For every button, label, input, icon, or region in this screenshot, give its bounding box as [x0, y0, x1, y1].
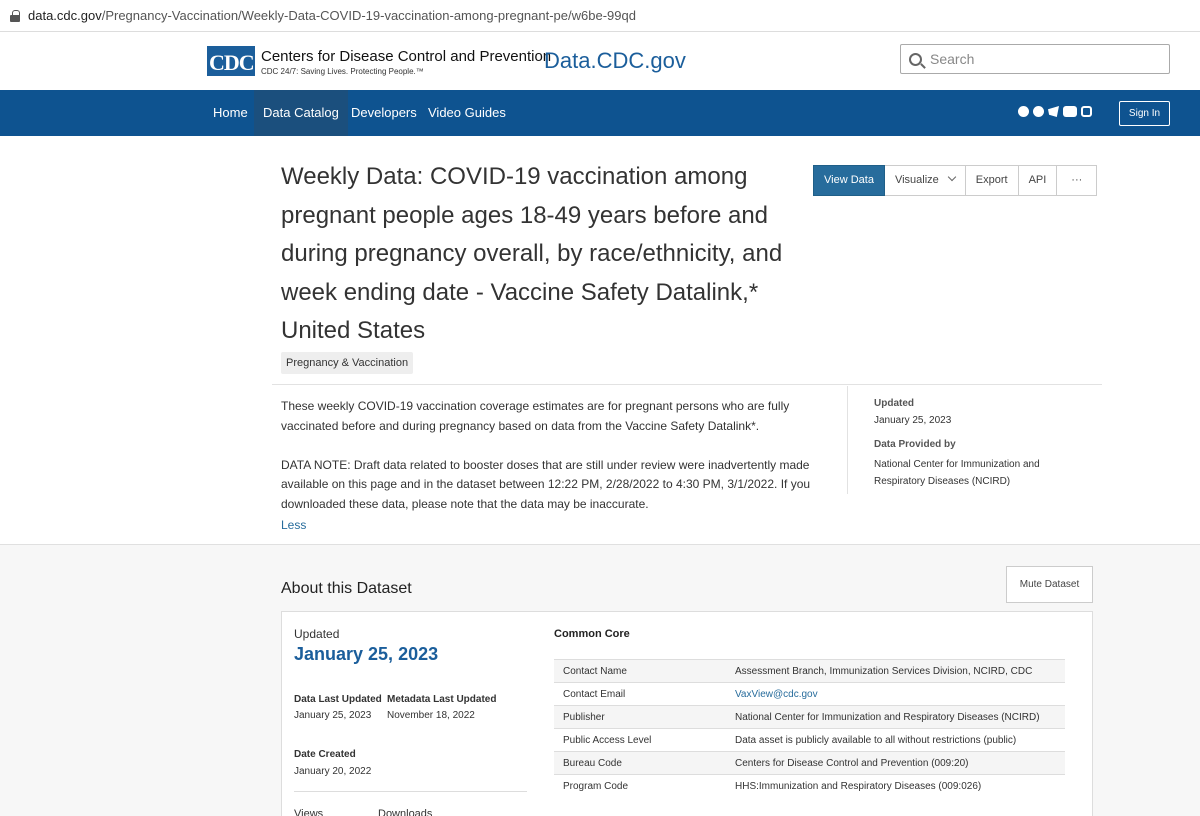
divider	[272, 384, 1102, 385]
lock-icon	[10, 10, 20, 22]
about-updated-value: January 25, 2023	[294, 644, 439, 664]
updated-label: Updated	[874, 398, 914, 409]
provided-by-value: National Center for Immunization and Respiratory Diseases (NCIRD)	[874, 459, 1040, 487]
sign-in-button[interactable]: Sign In	[1119, 101, 1170, 126]
browser-url-bar[interactable]	[0, 0, 1200, 32]
nav-data-catalog[interactable]: Data Catalog	[254, 90, 348, 136]
divider	[847, 386, 848, 494]
row-value: Data asset is publicly available to all without restrictions (public)	[726, 729, 1065, 752]
cdc-logo[interactable]: CDC	[207, 46, 255, 76]
row-value: HHS:Immunization and Respiratory Diseases (009:026)	[726, 775, 1065, 798]
mute-dataset-button[interactable]: Mute Dataset	[1006, 566, 1093, 603]
category-tag[interactable]: Pregnancy & Vaccination	[281, 352, 413, 374]
api-button[interactable]: API	[1019, 165, 1058, 196]
data-last-updated-label: Data Last Updated	[294, 694, 382, 705]
site-header	[0, 32, 1200, 90]
row-key: Contact Name	[554, 660, 726, 683]
row-key: Bureau Code	[554, 752, 726, 775]
about-card	[281, 611, 1093, 816]
contact-email-link[interactable]: VaxView@cdc.gov	[735, 688, 818, 700]
search-box[interactable]	[900, 44, 1170, 74]
visualize-label: Visualize	[894, 174, 939, 186]
row-value: Assessment Branch, Immunization Services Division, NCIRD, CDC	[726, 660, 1065, 683]
view-data-button[interactable]: View Data	[813, 165, 885, 196]
table-row	[554, 683, 1065, 706]
description-paragraph: These weekly COVID-19 vaccination coverage estimates are for pregnant persons who are fully vaccinated before and during pregnancy based on data from the Vaccine Safety Datalink*.	[281, 399, 790, 433]
dataset-description	[281, 397, 811, 534]
org-name[interactable]: Centers for Disease Control and Prevention	[261, 48, 552, 65]
row-key: Contact Email	[554, 683, 726, 706]
instagram-icon[interactable]	[1081, 106, 1092, 117]
dataset-actions	[813, 165, 1097, 196]
table-row	[554, 775, 1065, 798]
table-row	[554, 752, 1065, 775]
org-tagline: CDC 24/7: Saving Lives. Protecting People.™	[261, 67, 424, 76]
row-value-cell	[726, 683, 1065, 706]
table-row	[554, 660, 1065, 683]
twitter-icon[interactable]	[1048, 106, 1059, 117]
more-actions-button[interactable]: ···	[1057, 165, 1097, 196]
views-label: Views	[294, 808, 324, 816]
search-icon	[909, 53, 922, 66]
row-key: Public Access Level	[554, 729, 726, 752]
data-last-updated-value: January 25, 2023	[294, 710, 372, 721]
search-input[interactable]	[930, 51, 1150, 67]
common-core-table	[554, 659, 1065, 798]
github-icon[interactable]	[1033, 106, 1044, 117]
chevron-down-icon	[948, 173, 956, 181]
url-path: /Pregnancy-Vaccination/Weekly-Data-COVID-19-vaccination-among-pregnant-pe/w6be-99qd	[101, 8, 636, 23]
url-host: data.cdc.gov	[28, 8, 102, 23]
facebook-icon[interactable]	[1018, 106, 1029, 117]
provided-by-label: Data Provided by	[874, 439, 956, 450]
date-created-value: January 20, 2022	[294, 766, 372, 777]
row-key: Program Code	[554, 775, 726, 798]
about-title: About this Dataset	[281, 580, 412, 597]
table-row	[554, 706, 1065, 729]
social-links	[1018, 106, 1092, 117]
less-link[interactable]: Less	[281, 518, 307, 532]
row-value: Centers for Disease Control and Prevention (009:20)	[726, 752, 1065, 775]
metadata-last-updated-value: November 18, 2022	[387, 710, 475, 721]
metadata-last-updated-label: Metadata Last Updated	[387, 694, 497, 705]
data-note-paragraph: DATA NOTE: Draft data related to booster doses that are still under review were inadvertently made available on this page and in the dataset between 12:22 PM, 2/28/2022 to 4:30 PM, 3/1/2022. If you downloaded these data, please note that the data may be inaccurate.	[281, 457, 811, 511]
row-value: National Center for Immunization and Respiratory Diseases (NCIRD)	[726, 706, 1065, 729]
youtube-icon[interactable]	[1063, 106, 1077, 117]
dataset-title: Weekly Data: COVID-19 vaccination among pregnant people ages 18-49 years before and during pregnancy overall, by race/ethnicity, and week ending date - Vaccine Safety Datalink,* United States	[281, 163, 783, 344]
visualize-button[interactable]	[885, 165, 966, 196]
main-nav	[0, 90, 1200, 136]
date-created-label: Date Created	[294, 749, 356, 760]
divider	[294, 791, 527, 792]
nav-video-guides[interactable]: Video Guides	[428, 105, 506, 120]
nav-home[interactable]: Home	[213, 105, 248, 120]
updated-value: January 25, 2023	[874, 415, 952, 426]
row-key: Publisher	[554, 706, 726, 729]
table-row	[554, 729, 1065, 752]
export-button[interactable]: Export	[966, 165, 1019, 196]
about-updated-label: Updated	[294, 627, 340, 641]
common-core-title: Common Core	[554, 628, 630, 640]
site-name[interactable]: Data.CDC.gov	[544, 48, 686, 73]
downloads-label: Downloads	[378, 808, 433, 816]
nav-developers[interactable]: Developers	[351, 105, 417, 120]
